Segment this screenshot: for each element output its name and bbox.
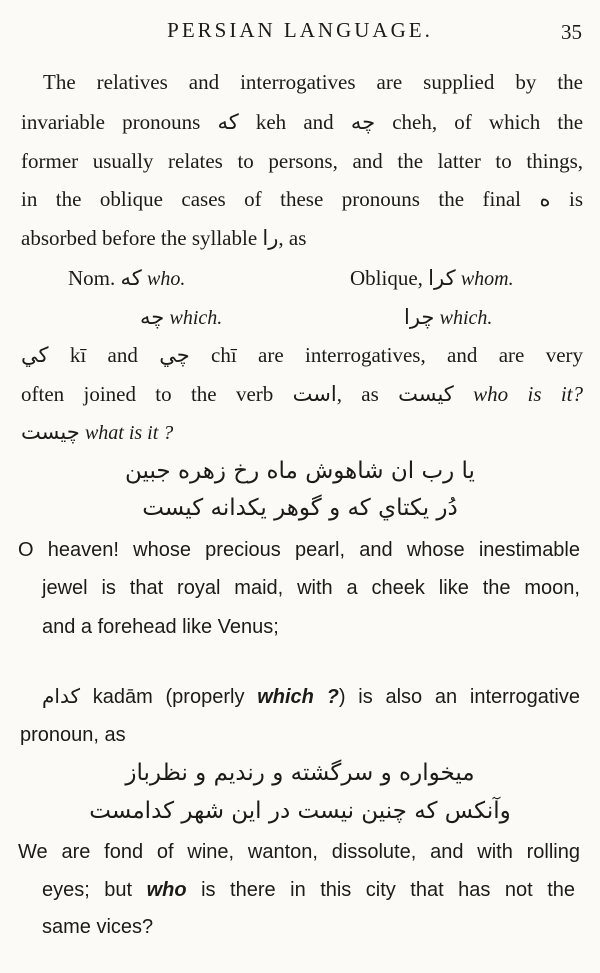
para1-line2 <box>21 112 583 133</box>
text: , as <box>278 226 307 250</box>
arabic-word: كه <box>120 266 142 290</box>
arabic-word: چيست <box>21 420 80 444</box>
arabic-word: چي <box>159 343 190 367</box>
translation1-line2: jewel is that royal maid, with a cheek like the moon, <box>42 577 580 599</box>
text: is there in this city that has not the <box>201 879 575 901</box>
para3-line2: pronoun, as <box>20 724 126 746</box>
gloss: which. <box>169 307 223 329</box>
text: absorbed before the syllable <box>21 226 258 250</box>
arabic-letter: ه <box>539 187 551 211</box>
text: chī are interrogatives, and are very <box>211 343 584 367</box>
which-nominative <box>140 307 222 328</box>
text: , as <box>336 382 379 406</box>
arabic-word: كرا <box>428 266 456 290</box>
para2-line3 <box>21 422 173 443</box>
translation1-line3: and a forehead like Venus; <box>42 616 279 638</box>
translation2-line2 <box>42 880 575 900</box>
arabic-word: که <box>217 110 239 134</box>
arabic-word: است <box>292 382 337 406</box>
gloss: which ? <box>257 686 339 708</box>
text: is <box>569 187 584 211</box>
para3-line1 <box>42 686 580 707</box>
para1-line3: former usually relates to persons, and the latter to things, <box>21 149 583 173</box>
arabic-word: كيست <box>398 382 454 406</box>
text: often joined to the verb <box>21 382 274 406</box>
text: eyes; but <box>42 879 133 901</box>
text: cheh, of which the <box>392 110 584 134</box>
arabic-word: چه <box>140 305 165 329</box>
verse2-line1: ميخواره و سرگشته و رنديم و نظرباز <box>125 760 475 786</box>
translation2-line3: same vices? <box>42 916 154 938</box>
text: invariable pronouns <box>21 110 201 134</box>
text: keh and <box>255 110 334 134</box>
text: kadām (properly <box>92 686 245 708</box>
gloss: whom. <box>460 268 514 290</box>
page-number: 35 <box>561 20 582 44</box>
case-label: Oblique, <box>350 266 423 290</box>
para1-line1: The relatives and interrogatives are supplied by the <box>43 70 583 94</box>
gloss: who is it? <box>473 382 584 406</box>
gloss: who. <box>147 268 186 290</box>
translation2-line1: We are fond of wine, wanton, dissolute, and with rolling <box>18 841 580 863</box>
gloss: which. <box>439 307 493 329</box>
para1-line4 <box>21 189 583 210</box>
arabic-word: چه <box>350 110 376 134</box>
arabic-syllable: را <box>262 226 279 250</box>
para2-line1 <box>21 345 583 366</box>
arabic-word: كدام <box>42 684 80 708</box>
text: ) is also an interrogative <box>338 686 580 708</box>
emphasis: who <box>146 879 187 901</box>
case-label: Nom. <box>68 266 116 290</box>
text: in the oblique cases of these pronouns the final <box>21 187 522 211</box>
running-head: PERSIAN LANGUAGE. <box>167 18 433 42</box>
which-oblique <box>404 307 492 328</box>
para1-line5 <box>21 228 306 249</box>
nominative-case <box>68 268 185 289</box>
translation1-line1: O heaven! whose precious pearl, and whose inestimable <box>18 539 580 561</box>
text: kī and <box>69 343 138 367</box>
oblique-case <box>350 268 514 289</box>
arabic-word: كي <box>21 343 49 367</box>
verse1-line1: يا رب ان شاهوش ماه رخ زهره جبين <box>125 458 475 484</box>
verse1-line2: دُر يكتاي كه و گوهر يكدانه كيست <box>142 495 458 521</box>
verse2-line2: وآنكس كه چنين نيست در اين شهر كدامست <box>89 798 511 824</box>
arabic-word: چرا <box>404 305 435 329</box>
para2-line2 <box>21 384 583 405</box>
gloss: what is it ? <box>84 422 174 444</box>
